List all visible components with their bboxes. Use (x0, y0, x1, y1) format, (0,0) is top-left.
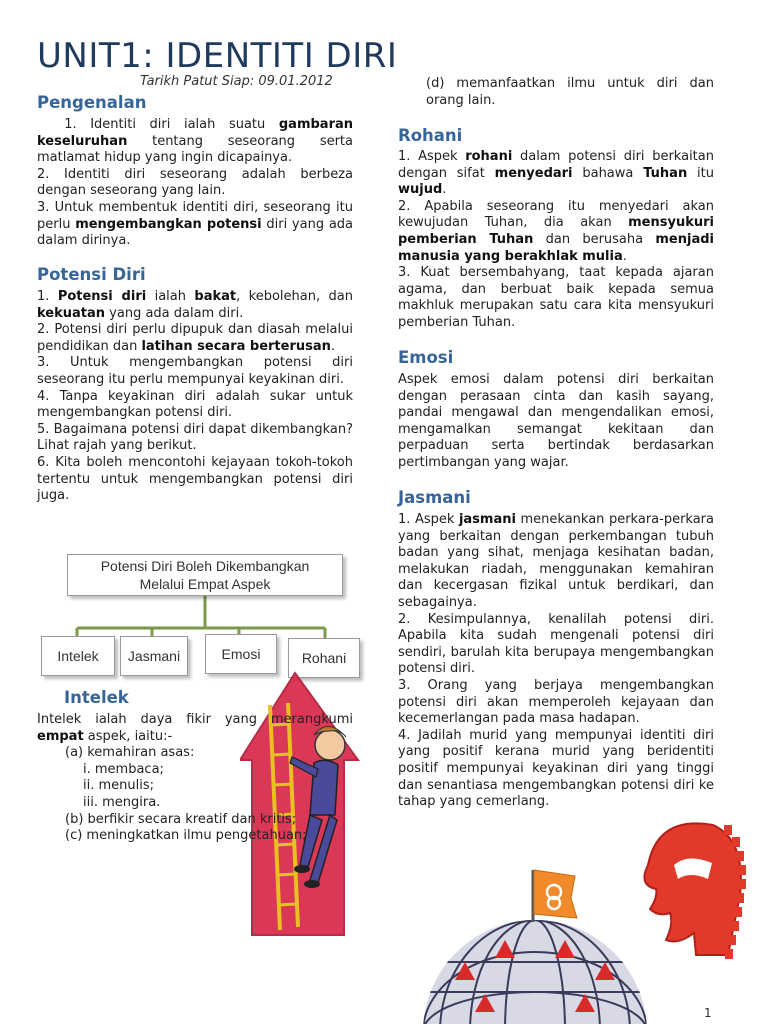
jasmani-item-4: 4. Jadilah murid yang mempunyai identiti diri yang positif kerana murid yang beridentiti positif mempunyai keyakinan diri yang tinggi dan senantiasa mengembangkan potensi diri ke tahap yang cemerlang. (398, 727, 714, 810)
rohani-text (398, 149, 714, 332)
potensi-item-4: 4. Tanpa keyakinan diri adalah sukar untuk mengembangkan potensi diri. (37, 388, 353, 421)
intelek-item-c: (c) meningkatkan ilmu pengetahuan; (65, 828, 307, 844)
intelek-item-a-3: iii. mengira. (83, 794, 161, 810)
helmet-icon (644, 823, 740, 955)
potensi-item-5: 5. Bagaimana potensi diri dapat dikembangkan? Lihat rajah yang berikut. (37, 421, 353, 454)
jasmani-text (398, 512, 714, 811)
globe-flag-illustration (415, 862, 655, 1024)
due-date: Tarikh Patut Siap: 09.01.2012 (140, 74, 333, 89)
flag-icon (534, 870, 577, 918)
diagram-box-jasmani: Jasmani (120, 636, 188, 676)
heading-intelek: Intelek (64, 688, 129, 707)
page-number: 1 (704, 1006, 712, 1020)
intelek-item-a: (a) kemahiran asas: (65, 745, 195, 761)
rohani-item-2: 2. Apabila seseorang itu menyedari akan kewujudan Tuhan, dia akan mensyukuri pemberian Tuhan dan berusaha menjadi manusia yang berakhlak mulia. (398, 198, 714, 264)
heading-emosi: Emosi (398, 348, 454, 367)
emosi-text: Aspek emosi dalam potensi diri berkaitan dengan perasaan cinta dan kasih sayang, pandai mengawal dan mengendalikan emosi, mengamalkan semangat kekitaan dan perpaduan serta bertindak berdasarkan pertimbangan yang wajar. (398, 372, 714, 470)
jasmani-item-3: 3. Orang yang berjaya mengembangkan potensi diri akan memperoleh kejayaan dan kecemerlangan pada masa hadapan. (398, 677, 714, 727)
potensi-item-6: 6. Kita boleh mencontohi kejayaan tokoh-tokoh tertentu untuk mengembangkan potensi diri juga. (37, 454, 353, 504)
rohani-item-3: 3. Kuat bersembahyang, taat kepada ajaran agama, dan berbuat baik kepada semua makhluk merupakan satu cara kita mensyukuri pemberian Tuhan. (398, 265, 714, 330)
rohani-item-1: 1. Aspek rohani dalam potensi diri berkaitan dengan sifat menyedari bahawa Tuhan itu wujud. (398, 149, 714, 198)
jasmani-item-2: 2. Kesimpulannya, kenalilah potensi diri. Apabila kita sudah mengenali potensi diri sendiri, barulah kita berupaya mengembangkan potensi diri. (398, 611, 714, 677)
pengenalan-item-1: 1. Identiti diri ialah suatu gambaran keseluruhan tentang seseorang serta matlamat hidup yang ingin dicapainya. (37, 117, 354, 166)
heading-potensi-diri: Potensi Diri (37, 265, 146, 284)
diagram-box-rohani: Rohani (288, 638, 360, 678)
pengenalan-text (37, 117, 353, 250)
globe-icon (423, 920, 647, 1024)
diagram-top-line-1: Potensi Diri Boleh Dikembangkan (100, 558, 310, 574)
intelek-item-a-2: ii. menulis; (83, 778, 155, 794)
potensi-item-2: 2. Potensi diri perlu dipupuk dan diasah melalui pendidikan dan latihan secara berterusan. (37, 322, 353, 354)
potensi-text (37, 289, 353, 505)
diagram-box-intelek: Intelek (41, 636, 115, 676)
diagram-top-line-2: Melalui Empat Aspek (139, 576, 271, 592)
intelek-item-b: (b) berfikir secara kreatif dan kritis; (65, 811, 297, 827)
intelek-item-a-1: i. membaca; (83, 761, 164, 777)
diagram-top-box (67, 554, 343, 596)
potensi-item-3: 3. Untuk mengembangkan potensi diri seseorang itu perlu mempunyai keyakinan diri. (37, 355, 353, 387)
potensi-item-1: 1. Potensi diri ialah bakat, kebolehan, dan kekuatan yang ada dalam diri. (37, 289, 353, 321)
diagram-box-emosi: Emosi (205, 634, 277, 674)
intelek-intro: Intelek ialah daya fikir yang merangkumi empat aspek, iaitu:- (37, 712, 353, 744)
page-title: UNIT1: IDENTITI DIRI (37, 36, 398, 76)
helmet-illustration (628, 805, 750, 995)
heading-jasmani: Jasmani (398, 488, 471, 507)
pengenalan-item-2: 2. Identiti diri seseorang adalah berbeza dengan seseorang yang lain. (37, 166, 353, 199)
heading-pengenalan: Pengenalan (37, 93, 147, 112)
heading-rohani: Rohani (398, 126, 463, 145)
intelek-item-d: (d) memanfaatkan ilmu untuk diri dan orang lain. (426, 76, 714, 108)
intelek-text (37, 712, 353, 845)
jasmani-item-1: 1. Aspek jasmani menekankan perkara-perkara yang berkaitan dengan perkembangan tubuh badan yang sihat, menjaga kesihatan badan, melakukan riadah, menggunakan kemahiran dan kecergasan fizikal untuk berdikari, dan sebagainya. (398, 512, 714, 610)
pengenalan-item-3: 3. Untuk membentuk identiti diri, seseorang itu perlu mengembangkan potensi diri yang ada dalam dirinya. (37, 199, 354, 249)
